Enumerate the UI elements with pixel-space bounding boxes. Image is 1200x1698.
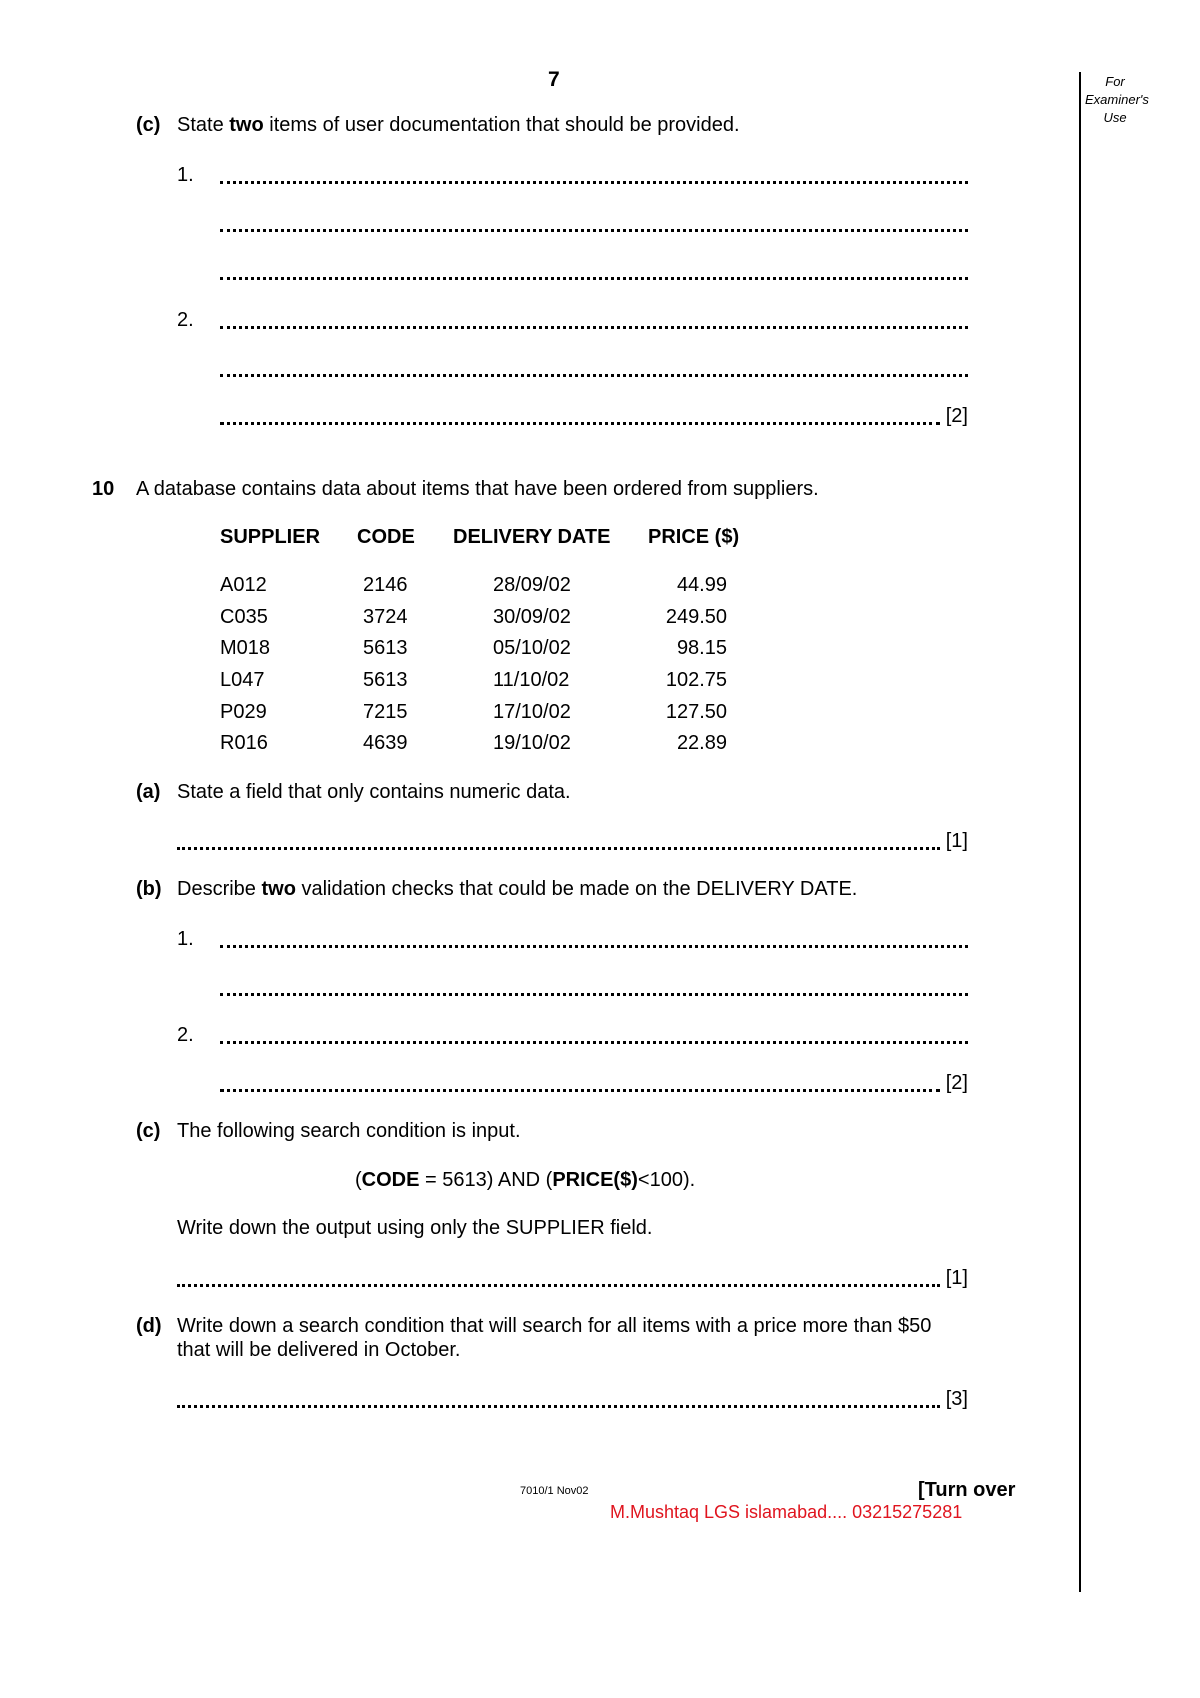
- part-d-question-line-2: that will be delivered in October.: [177, 1339, 461, 1361]
- examiner-line-2: Examiner's: [1085, 92, 1149, 107]
- part-b-q-pre: Describe: [177, 878, 262, 900]
- answer-line[interactable]: [220, 975, 968, 999]
- cond-part: <100).: [637, 1169, 696, 1191]
- examiner-line-3: Use: [1103, 110, 1127, 125]
- cell-code: 2146: [363, 574, 408, 596]
- cell-supplier: P029: [220, 701, 267, 723]
- cond-part: (: [355, 1169, 362, 1191]
- cell-delivery-date: 05/10/02: [493, 637, 571, 659]
- cond-part: = 5613) AND (: [419, 1169, 553, 1191]
- part-d-label: (d): [136, 1315, 162, 1337]
- cond-field-code: CODE: [361, 1169, 420, 1191]
- cell-delivery-date: 19/10/02: [493, 732, 571, 754]
- answer-line[interactable]: [220, 1071, 968, 1095]
- part-d-question-line-1: Write down a search condition that will search for all items with a price more than $50: [177, 1315, 932, 1337]
- cell-price: 44.99: [676, 574, 727, 596]
- search-condition: [355, 1168, 695, 1192]
- part-b-item-2: 2.: [177, 1024, 194, 1046]
- part-b-q-bold: two: [261, 878, 296, 900]
- table-header-price: PRICE ($): [648, 526, 740, 548]
- cell-delivery-date: 11/10/02: [493, 669, 570, 691]
- cell-supplier: M018: [220, 637, 271, 659]
- examiner-margin-line: [1079, 72, 1081, 1592]
- part-c-prev-item-1: 1.: [177, 164, 194, 186]
- question-10-number: 10: [92, 478, 115, 500]
- cell-price: 127.50: [665, 701, 727, 723]
- cell-code: 5613: [363, 637, 408, 659]
- cell-code: 4639: [363, 732, 408, 754]
- paper-code: 7010/1 Nov02: [520, 1485, 589, 1497]
- cell-code: 3724: [363, 606, 408, 628]
- cell-price: 249.50: [665, 606, 727, 628]
- cell-delivery-date: 30/09/02: [493, 606, 571, 628]
- part-c-prev-label: (c): [136, 114, 161, 136]
- part-c-label: (c): [136, 1120, 161, 1142]
- part-c-question: The following search condition is input.: [177, 1120, 521, 1142]
- part-c-prev-q-post: items of user documentation that should be provided.: [263, 114, 740, 136]
- part-c-prev-item-2: 2.: [177, 309, 194, 331]
- cell-supplier: R016: [220, 732, 268, 754]
- cell-supplier: A012: [220, 574, 267, 596]
- table-header-code: CODE: [357, 526, 415, 548]
- cell-code: 7215: [363, 701, 408, 723]
- table-header-supplier: SUPPLIER: [220, 526, 321, 548]
- cond-field-price: PRICE($): [552, 1169, 638, 1191]
- part-c-marks: [1]: [945, 1267, 968, 1289]
- question-10-intro: A database contains data about items that have been ordered from suppliers.: [136, 478, 819, 500]
- credit-text: M.Mushtaq LGS islamabad.... 03215275281: [610, 1502, 963, 1522]
- answer-line[interactable]: [220, 163, 968, 187]
- examiner-line-1: For: [1105, 74, 1125, 89]
- part-c-prev-q-pre: State: [177, 114, 230, 136]
- part-c-prev-q-bold: two: [229, 114, 264, 136]
- answer-line[interactable]: [177, 1266, 968, 1290]
- turn-over: [Turn over: [918, 1479, 1016, 1501]
- answer-line[interactable]: [177, 829, 968, 853]
- part-b-q-post: validation checks that could be made on the DELIVERY DATE.: [295, 878, 858, 900]
- table-header-delivery-date: DELIVERY DATE: [453, 526, 611, 548]
- part-b-marks: [2]: [945, 1072, 968, 1094]
- cell-price: 102.75: [665, 669, 727, 691]
- part-b-item-1: 1.: [177, 928, 194, 950]
- cell-delivery-date: 17/10/02: [493, 701, 571, 723]
- cell-supplier: C035: [220, 606, 268, 628]
- answer-line[interactable]: [220, 259, 968, 283]
- answer-line[interactable]: [177, 1387, 968, 1411]
- examiner-use-label: [1085, 73, 1149, 127]
- answer-line[interactable]: [220, 404, 968, 428]
- cell-price: 22.89: [676, 732, 727, 754]
- answer-line[interactable]: [220, 211, 968, 235]
- part-a-marks: [1]: [945, 830, 968, 852]
- cell-price: 98.15: [676, 637, 727, 659]
- part-a-question: State a field that only contains numeric data.: [177, 781, 571, 803]
- part-b-question: [177, 877, 857, 901]
- part-b-label: (b): [136, 878, 162, 900]
- answer-line[interactable]: [220, 927, 968, 951]
- part-c-prev-question: [177, 113, 740, 137]
- part-c-instruction: Write down the output using only the SUPPLIER field.: [177, 1217, 653, 1239]
- cell-delivery-date: 28/09/02: [493, 574, 571, 596]
- answer-line[interactable]: [220, 308, 968, 332]
- part-a-label: (a): [136, 781, 161, 803]
- answer-line[interactable]: [220, 1023, 968, 1047]
- part-d-marks: [3]: [945, 1388, 968, 1410]
- answer-line[interactable]: [220, 356, 968, 380]
- page-number: 7: [548, 68, 560, 91]
- part-c-prev-marks: [2]: [945, 405, 968, 427]
- cell-code: 5613: [363, 669, 408, 691]
- cell-supplier: L047: [220, 669, 265, 691]
